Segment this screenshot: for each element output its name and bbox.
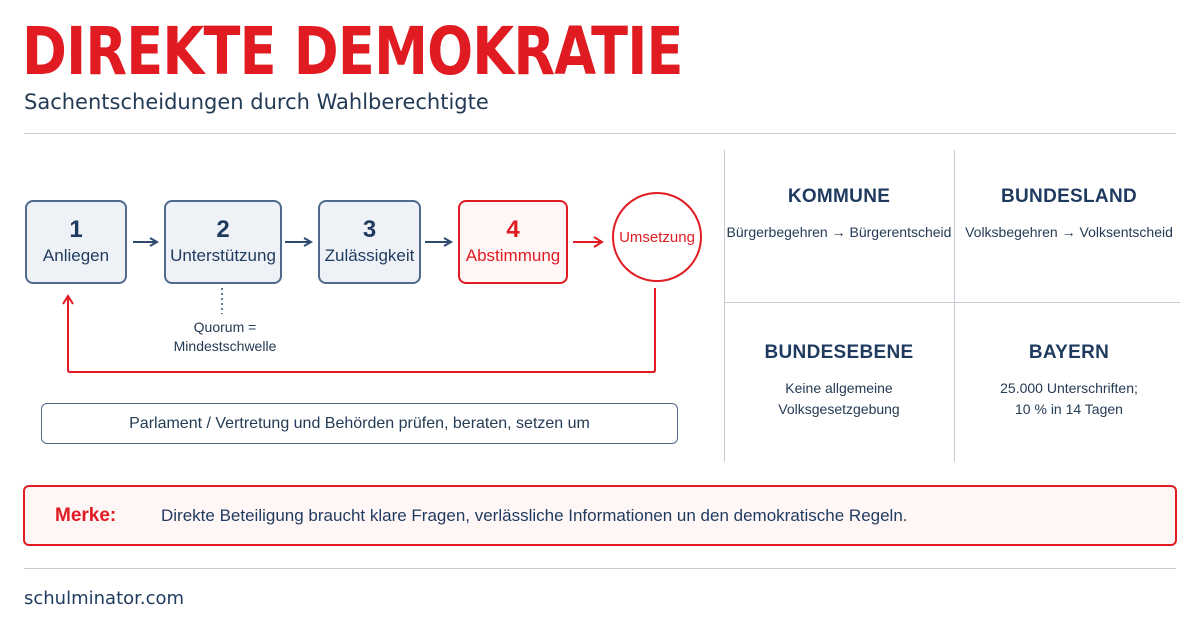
level-heading: BAYERN <box>1028 342 1110 363</box>
level-heading: BUNDESEBENE <box>764 342 914 363</box>
level-bayern <box>955 342 1183 420</box>
grid-divider-middle <box>724 302 1180 303</box>
step-unterstuetzung <box>164 200 282 284</box>
merke-box <box>23 485 1177 546</box>
level-text: 25.000 Unterschriften; 10 % in 14 Tagen <box>1000 380 1138 417</box>
step-number: 3 <box>362 216 377 243</box>
quorum-note: Quorum = Mindestschwelle <box>173 319 277 354</box>
level-text: Volksbegehren → Volksentscheid <box>965 224 1173 240</box>
step-abstimmung <box>458 200 568 284</box>
step-label: Abstimmung <box>465 246 561 265</box>
level-text: Bürgerbegehren → Bürgerentscheid <box>726 224 952 240</box>
step-number: 2 <box>216 216 230 243</box>
step-label: Unterstützung <box>170 246 276 265</box>
result-umsetzung: Umsetzung <box>612 192 702 282</box>
step-label: Zulässigkeit <box>324 246 415 265</box>
page-subtitle: Sachentscheidungen durch Wahlberechtigte <box>24 90 489 114</box>
parlament-note: Parlament / Vertretung und Behörden prüfen, beraten, setzen um <box>41 403 678 444</box>
step-number: 1 <box>69 216 83 243</box>
step-number: 4 <box>506 216 520 243</box>
level-kommune <box>725 186 953 243</box>
merke-label: Merke: <box>55 504 117 526</box>
level-text: Keine allgemeine Volksgesetzgebung <box>778 380 900 417</box>
level-heading: KOMMUNE <box>787 186 891 207</box>
level-bundesebene <box>725 342 953 420</box>
footer-site: schulminator.com <box>24 588 185 609</box>
page-title: DIREKTE DEMOKRATIE <box>22 13 683 90</box>
step-zulaessigkeit <box>318 200 421 284</box>
step-label: Anliegen <box>42 246 110 265</box>
footer-divider <box>24 568 1176 569</box>
level-heading: BUNDESLAND <box>1001 186 1137 207</box>
step-anliegen <box>25 200 127 284</box>
level-bundesland <box>955 186 1183 243</box>
merke-text: Direkte Beteiligung braucht klare Fragen, verlässliche Informationen un den demokratische Regeln. <box>161 505 908 525</box>
